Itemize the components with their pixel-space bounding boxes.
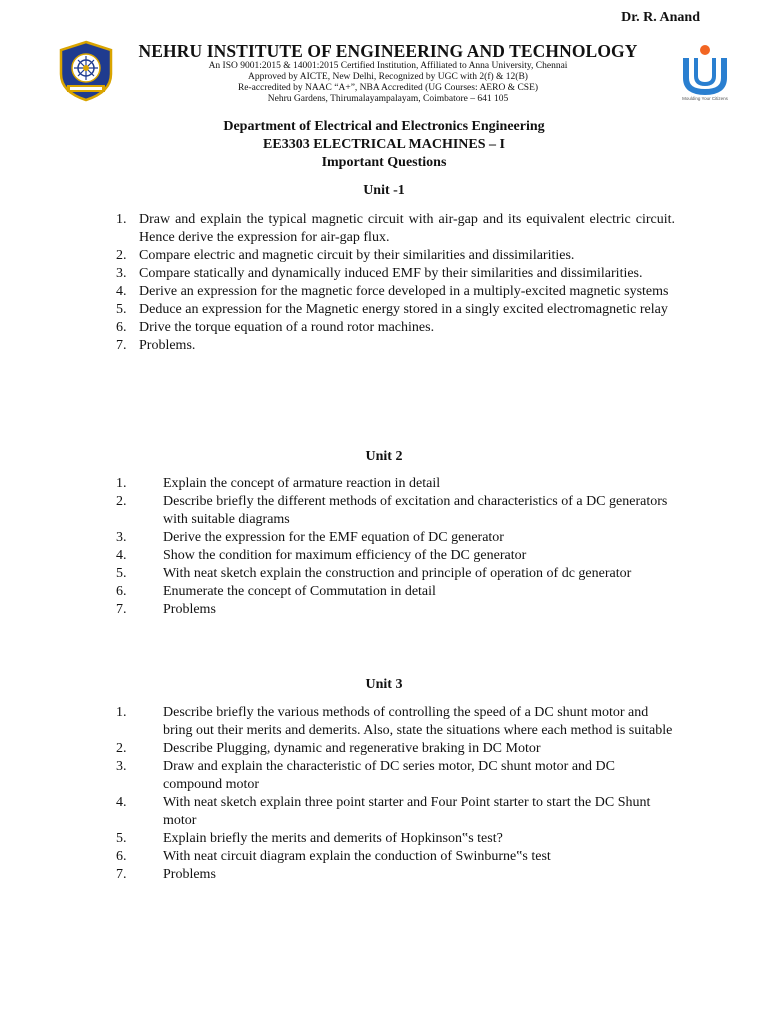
- list-item: 5. Deduce an expression for the Magnetic energy stored in a singly excited electromagnetic relay: [116, 302, 668, 317]
- list-item: 3. Draw and explain the characteristic of DC series motor, DC shunt motor and DC compound motor: [116, 759, 615, 792]
- list-item: 7. Problems: [116, 602, 216, 617]
- unit-1-heading: Unit -1: [363, 183, 405, 198]
- unit-2-questions: [116, 475, 676, 619]
- author-name: Dr. R. Anand: [621, 10, 700, 25]
- list-item: 4. With neat sketch explain three point starter and Four Point starter to start the DC Shunt motor: [116, 795, 651, 828]
- logo-tagline: Moulding Your Citizens: [682, 96, 728, 101]
- list-item: 4. Show the condition for maximum efficiency of the DC generator: [116, 548, 527, 563]
- document-subtitle: Important Questions: [321, 155, 447, 170]
- unit-3-questions: [116, 704, 676, 884]
- list-item: 6. Enumerate the concept of Commutation in detail: [116, 584, 436, 599]
- unit-3-heading: Unit 3: [365, 677, 403, 692]
- document-title: [0, 118, 768, 172]
- list-item: 5. Explain briefly the merits and demerits of Hopkinson‟s test?: [116, 831, 503, 846]
- course-title: EE3303 ELECTRICAL MACHINES – I: [263, 137, 505, 152]
- list-item: 2. Describe briefly the different methods of excitation and characteristics of a DC generators with suitable diagrams: [116, 494, 668, 527]
- list-item: 6. Drive the torque equation of a round rotor machines.: [116, 320, 435, 335]
- list-item: 5. With neat sketch explain the construction and principle of operation of dc generator: [116, 566, 632, 581]
- department-name: Department of Electrical and Electronics Engineering: [223, 119, 545, 134]
- naac-line: Re-accredited by NAAC “A+”, NBA Accredited (UG Courses: AERO & CSE): [237, 83, 539, 93]
- list-item: 1. Explain the concept of armature reaction in detail: [116, 476, 441, 491]
- institute-header: [118, 41, 658, 105]
- address-line: Nehru Gardens, Thirumalayampalayam, Coimbatore – 641 105: [267, 94, 509, 104]
- list-item: 4. Derive an expression for the magnetic force developed in a multiply-excited magnetic systems: [116, 284, 669, 299]
- institute-emblem-logo: [55, 40, 117, 102]
- list-item: 1. Draw and explain the typical magnetic circuit with air-gap and its equivalent electric circuit. Hence derive the expression for air-gap flux.: [116, 212, 675, 245]
- approval-line: Approved by AICTE, New Delhi, Recognized by UGC with 2(f) & 12(B): [248, 72, 528, 82]
- list-item: 7. Problems.: [116, 338, 196, 353]
- accreditation-line: An ISO 9001:2015 & 14001:2015 Certified Institution, Affiliated to Anna University, Chennai: [208, 61, 568, 71]
- list-item: 2. Describe Plugging, dynamic and regenerative braking in DC Motor: [116, 741, 541, 756]
- list-item: 3. Compare statically and dynamically induced EMF by their similarities and dissimilarities.: [116, 266, 643, 281]
- unit-2-heading: Unit 2: [365, 449, 403, 464]
- unit-1-questions: [116, 211, 675, 355]
- list-item: 1. Describe briefly the various methods of controlling the speed of a DC shunt motor and bring out their merits and demerits. Also, state the situations where each method is suitable: [116, 705, 673, 738]
- list-item: 6. With neat circuit diagram explain the conduction of Swinburne‟s test: [116, 849, 551, 864]
- list-item: 7. Problems: [116, 867, 216, 882]
- institute-name: NEHRU INSTITUTE OF ENGINEERING AND TECHNOLOGY: [138, 41, 638, 61]
- group-logo: [676, 44, 734, 106]
- list-item: 2. Compare electric and magnetic circuit by their similarities and dissimilarities.: [116, 248, 575, 263]
- list-item: 3. Derive the expression for the EMF equation of DC generator: [116, 530, 504, 545]
